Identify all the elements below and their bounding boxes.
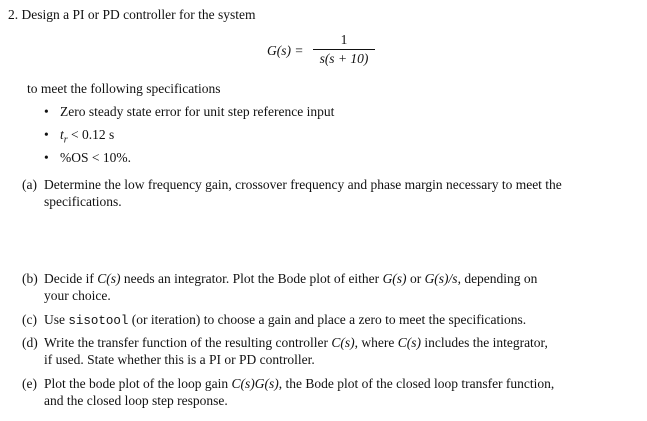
spec-text: < 0.12 s bbox=[67, 127, 115, 142]
text-run: or bbox=[406, 271, 425, 286]
spec-subscript: r bbox=[63, 134, 68, 146]
part-text: specifications. bbox=[44, 194, 122, 209]
part-text bbox=[44, 270, 622, 287]
equation-fraction bbox=[313, 32, 375, 67]
part-a bbox=[22, 176, 622, 210]
part-b bbox=[22, 270, 622, 304]
math-run: C(s) bbox=[331, 335, 355, 350]
part-d bbox=[22, 334, 622, 368]
spec-item bbox=[44, 149, 131, 166]
spec-item bbox=[44, 103, 334, 120]
text-run: Decide if bbox=[44, 271, 98, 286]
intro-line: to meet the following specifications bbox=[27, 81, 221, 96]
part-c bbox=[22, 311, 622, 330]
bullet: • bbox=[44, 150, 49, 165]
text-run: needs an integrator. Plot the Bode plot of either bbox=[120, 271, 383, 286]
text-run: , depending on bbox=[457, 271, 538, 286]
text-run: includes the integrator, bbox=[420, 335, 548, 350]
fraction-bar bbox=[313, 49, 375, 50]
code-sisotool: sisotool bbox=[68, 314, 129, 328]
math-run: C(s) bbox=[97, 271, 121, 286]
part-text bbox=[44, 311, 622, 330]
text-run: (or iteration) to choose a gain and place a zero to meet the specifications. bbox=[128, 312, 527, 327]
part-text bbox=[44, 334, 622, 351]
part-e bbox=[22, 375, 622, 409]
spec-text: Zero steady state error for unit step reference input bbox=[60, 104, 335, 119]
equation-lhs: G(s) = bbox=[267, 43, 304, 58]
problem-heading-text: Design a PI or PD controller for the system bbox=[21, 7, 256, 22]
part-label: (c) bbox=[22, 312, 37, 327]
part-text: if used. State whether this is a PI or PD controller. bbox=[44, 352, 315, 367]
equation-numerator: 1 bbox=[340, 32, 348, 47]
part-text: and the closed loop step response. bbox=[44, 393, 228, 408]
bullet: • bbox=[44, 104, 49, 119]
part-text bbox=[44, 375, 622, 392]
part-label: (b) bbox=[22, 271, 38, 286]
spec-text: %OS < 10%. bbox=[60, 150, 131, 165]
text-run: , the Bode plot of the closed loop transfer function, bbox=[278, 376, 555, 391]
text-run: Write the transfer function of the resulting controller bbox=[44, 335, 332, 350]
text-run: Use bbox=[44, 312, 69, 327]
part-label: (d) bbox=[22, 335, 38, 350]
part-text: Determine the low frequency gain, crossover frequency and phase margin necessary to meet the bbox=[44, 177, 562, 192]
spec-symbol: t bbox=[60, 127, 64, 142]
math-run: C(s)G(s) bbox=[231, 376, 279, 391]
equation-denominator: s(s + 10) bbox=[319, 51, 369, 66]
part-text: your choice. bbox=[44, 288, 111, 303]
part-label: (a) bbox=[22, 177, 37, 192]
math-run: G(s)/s bbox=[424, 271, 458, 286]
text-run: Plot the bode plot of the loop gain bbox=[44, 376, 232, 391]
math-run: C(s) bbox=[397, 335, 421, 350]
bullet: • bbox=[44, 127, 49, 142]
problem-heading bbox=[8, 6, 255, 23]
problem-number: 2. bbox=[8, 7, 19, 22]
spec-item bbox=[44, 126, 114, 149]
text-run: , where bbox=[354, 335, 398, 350]
part-label: (e) bbox=[22, 376, 37, 391]
math-run: G(s) bbox=[382, 271, 407, 286]
